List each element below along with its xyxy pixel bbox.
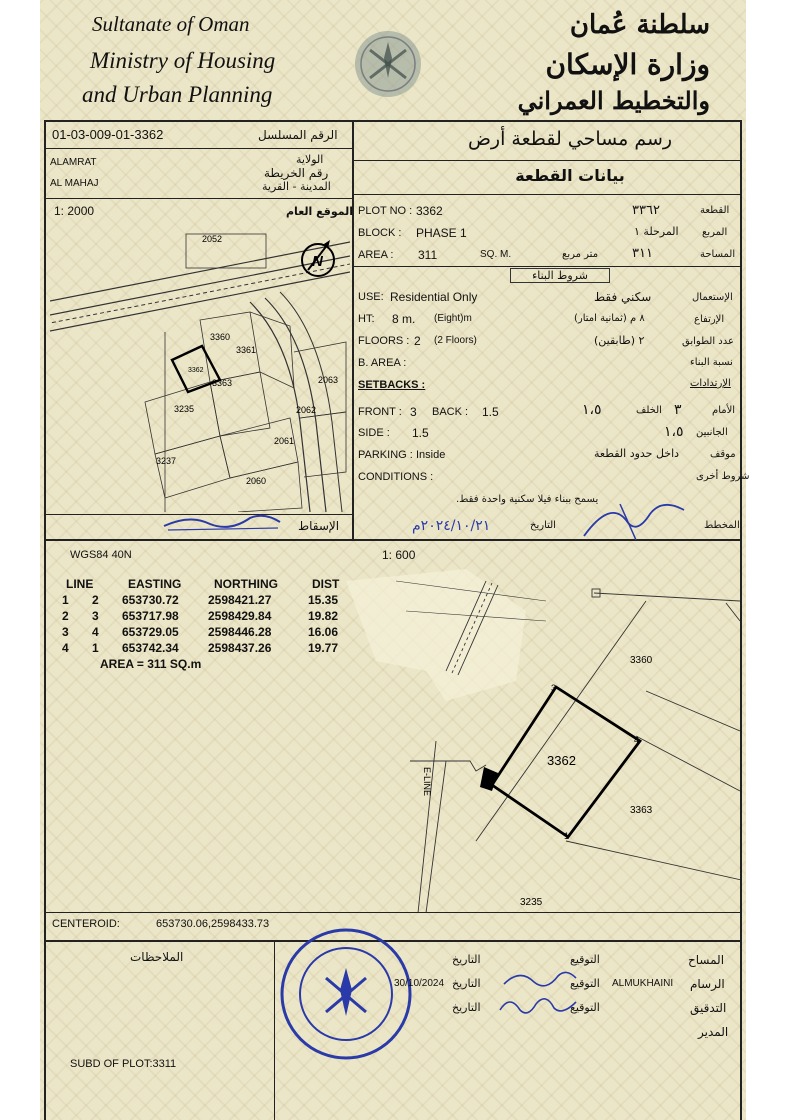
surveyor-label-ar: المساح (688, 953, 725, 967)
table-row: 4 1 653742.34 2598437.26 19.77 (62, 641, 339, 655)
plot-number-ar: ٣٣٦٢ (632, 203, 660, 218)
use-label-ar: الإستعمال (692, 292, 733, 303)
parking-value: Inside (416, 449, 446, 461)
building-area-label-ar: نسبة البناء (690, 357, 733, 368)
map-plot-label: 3362 (188, 367, 204, 374)
front-value: 3 (410, 405, 417, 419)
village-label-ar: المدينة - القرية (262, 180, 331, 193)
front-ar: ٣ (674, 402, 682, 418)
map-plot-label: 3361 (236, 345, 257, 355)
surveyor-date-label-ar: التاريخ (452, 953, 481, 966)
datum: WGS84 40N (70, 549, 132, 561)
header-dist: DIST (312, 577, 340, 591)
plot-data-section-ar: بيانات القطعة (515, 166, 625, 185)
title-en-2: Ministry of Housing (90, 48, 276, 73)
vertex-label: 3 (551, 683, 557, 693)
neighbor-plot-label: 3360 (630, 655, 653, 666)
map-plot-label: 3363 (212, 378, 233, 388)
header-line: LINE (66, 577, 94, 591)
notes-label-ar: الملاحظات (130, 950, 184, 964)
header-easting: EASTING (128, 577, 182, 591)
surveyor-signature-label-ar: التوقيع (570, 953, 600, 966)
serial-label-ar: الرقم المسلسل (258, 128, 338, 142)
height-label-ar: الإرتفاع (694, 314, 725, 325)
location-label-ar: الموقع العام (286, 205, 354, 218)
plot-number-value: 3362 (416, 204, 443, 218)
vertex-label: 2 (486, 781, 492, 791)
vertex-label: 1 (564, 831, 570, 841)
back-ar: ١،٥ (582, 402, 602, 418)
back-label: BACK : (432, 406, 469, 418)
projection-label-ar: الإسقاط (298, 519, 340, 533)
map-plot-label: 3237 (156, 456, 177, 466)
vertex-label: 4 (634, 735, 640, 745)
oman-emblem-icon (352, 28, 424, 100)
planner-label-ar: المخطط (704, 520, 740, 531)
area-value: 311 (418, 248, 438, 262)
ministry-seal-icon (276, 924, 416, 1064)
drafter-label-ar: الرسام (690, 977, 725, 991)
north-arrow-icon: N (312, 253, 323, 270)
conditions-label-ar: شروط أخرى (696, 471, 750, 482)
back-label-ar: الخلف (636, 405, 662, 416)
table-row: 1 2 653730.72 2598421.27 15.35 (62, 593, 339, 607)
survey-plan (46, 541, 740, 913)
floors-value: 2 (414, 334, 421, 348)
drafter-signature-label-ar: التوقيع (570, 977, 600, 990)
survey-scale: 1: 600 (382, 548, 416, 562)
parking-label: PARKING : (358, 449, 413, 461)
map-number-label-ar: رقم الخريطة (264, 166, 329, 180)
issue-date-ar: ٢٠٢٤/١٠/٢١م (412, 518, 491, 534)
issue-date-label-ar: التاريخ (530, 520, 556, 531)
drafter-name: ALMUKHAINI (612, 978, 674, 989)
checker-date-label-ar: التاريخ (452, 1001, 481, 1014)
height-label: HT: (358, 313, 375, 325)
conditions-text-ar: يسمح ببناء فيلا سكنية واحدة فقط. (456, 494, 599, 505)
neighbor-plot-label: 3235 (520, 897, 543, 908)
setbacks-label: SETBACKS : (358, 379, 426, 391)
checker-label-ar: التدقيق (690, 1001, 727, 1015)
plot-main-label: 3362 (547, 753, 576, 768)
area-label: AREA : (358, 249, 394, 261)
side-label: SIDE : (358, 427, 390, 439)
block-ar: المرحلة ١ (634, 225, 679, 238)
location-scale: 1: 2000 (54, 204, 95, 218)
floors-label-ar: عدد الطوابق (682, 336, 734, 347)
title-ar-2: وزارة الإسكان (545, 48, 710, 81)
centroid-label: CENTEROID: (52, 918, 120, 930)
use-ar: سكني فقط (594, 290, 652, 304)
height-words: (Eight)m (434, 313, 472, 324)
height-ar: ٨ م (ثمانية امتار) (574, 313, 645, 324)
side-ar: ١،٥ (664, 424, 684, 440)
parking-ar: داخل حدود القطعة (594, 447, 680, 460)
front-label: FRONT : (358, 406, 402, 418)
use-value: Residential Only (390, 290, 478, 304)
block-value: PHASE 1 (416, 226, 467, 240)
wilayat-value: ALAMRAT (50, 157, 97, 168)
title-en-1: Sultanate of Oman (92, 12, 250, 36)
title-en-3: and Urban Planning (82, 82, 273, 107)
map-plot-label: 2060 (246, 476, 267, 486)
drafter-date-label-ar: التاريخ (452, 977, 481, 990)
area-unit: SQ. M. (480, 249, 512, 260)
use-label: USE: (358, 291, 384, 303)
side-label-ar: الجانبين (696, 427, 728, 438)
village-value: AL MAHAJ (50, 178, 99, 189)
manager-label-ar: المدير (698, 1025, 729, 1039)
floors-label: FLOORS : (358, 335, 410, 347)
area-label-ar: المساحة (700, 249, 736, 260)
table-row: 3 4 653729.05 2598446.28 16.06 (62, 625, 339, 639)
subdivision-note: SUBD OF PLOT:3311 (70, 1058, 177, 1070)
neighbor-plot-label: 3363 (630, 805, 653, 816)
projection-signature (160, 508, 290, 538)
serial-number: 01-03-009-01-3362 (52, 127, 164, 142)
map-plot-label: 2061 (274, 436, 295, 446)
survey-area-total: AREA = 311 SQ.m (100, 657, 202, 671)
back-value: 1.5 (482, 405, 499, 419)
plot-number-label: PLOT NO : (358, 205, 413, 217)
drafter-date: 30/10/2024 (394, 978, 445, 989)
eline-label: E-LINE (422, 767, 432, 797)
map-plot-label: 3235 (174, 404, 195, 414)
checker-signature (496, 988, 580, 1022)
map-plot-label: 3360 (210, 332, 231, 342)
area-ar: ٣١١ (632, 246, 653, 261)
plot-label-ar: القطعة (700, 205, 730, 216)
block-label: BLOCK : (358, 227, 402, 239)
height-value: 8 m. (392, 312, 416, 326)
planner-signature (580, 496, 690, 542)
table-row: 2 3 653717.98 2598429.84 19.82 (62, 609, 339, 623)
title-ar-1: سلطنة عُمان (569, 10, 710, 40)
document-title-ar: رسم مساحي لقطعة أرض (467, 128, 673, 150)
map-plot-label: 2052 (202, 234, 223, 244)
header-northing: NORTHING (214, 577, 278, 591)
conditions-label: CONDITIONS : (358, 471, 434, 483)
floors-words: (2 Floors) (434, 335, 477, 346)
front-label-ar: الأمام (712, 405, 736, 416)
map-plot-label: 2062 (296, 405, 317, 415)
parking-label-ar: موقف (710, 449, 736, 460)
building-area-label: B. AREA : (358, 357, 407, 369)
side-value: 1.5 (412, 426, 429, 440)
centroid-value: 653730.06,2598433.73 (156, 918, 270, 930)
floors-ar: ٢ (طابقين) (594, 334, 645, 347)
checker-signature-label-ar: التوقيع (570, 1001, 600, 1014)
map-plot-label: 2063 (318, 375, 339, 385)
block-label-ar: المربع (702, 227, 728, 238)
building-conditions-ar: شروط البناء (510, 268, 610, 283)
location-map (50, 222, 350, 512)
area-unit-ar: متر مربع (562, 249, 599, 260)
wilayat-label-ar: الولاية (296, 153, 324, 166)
title-ar-3: والتخطيط العمراني (517, 86, 710, 115)
setbacks-label-ar: الإرتدادات (690, 378, 731, 389)
